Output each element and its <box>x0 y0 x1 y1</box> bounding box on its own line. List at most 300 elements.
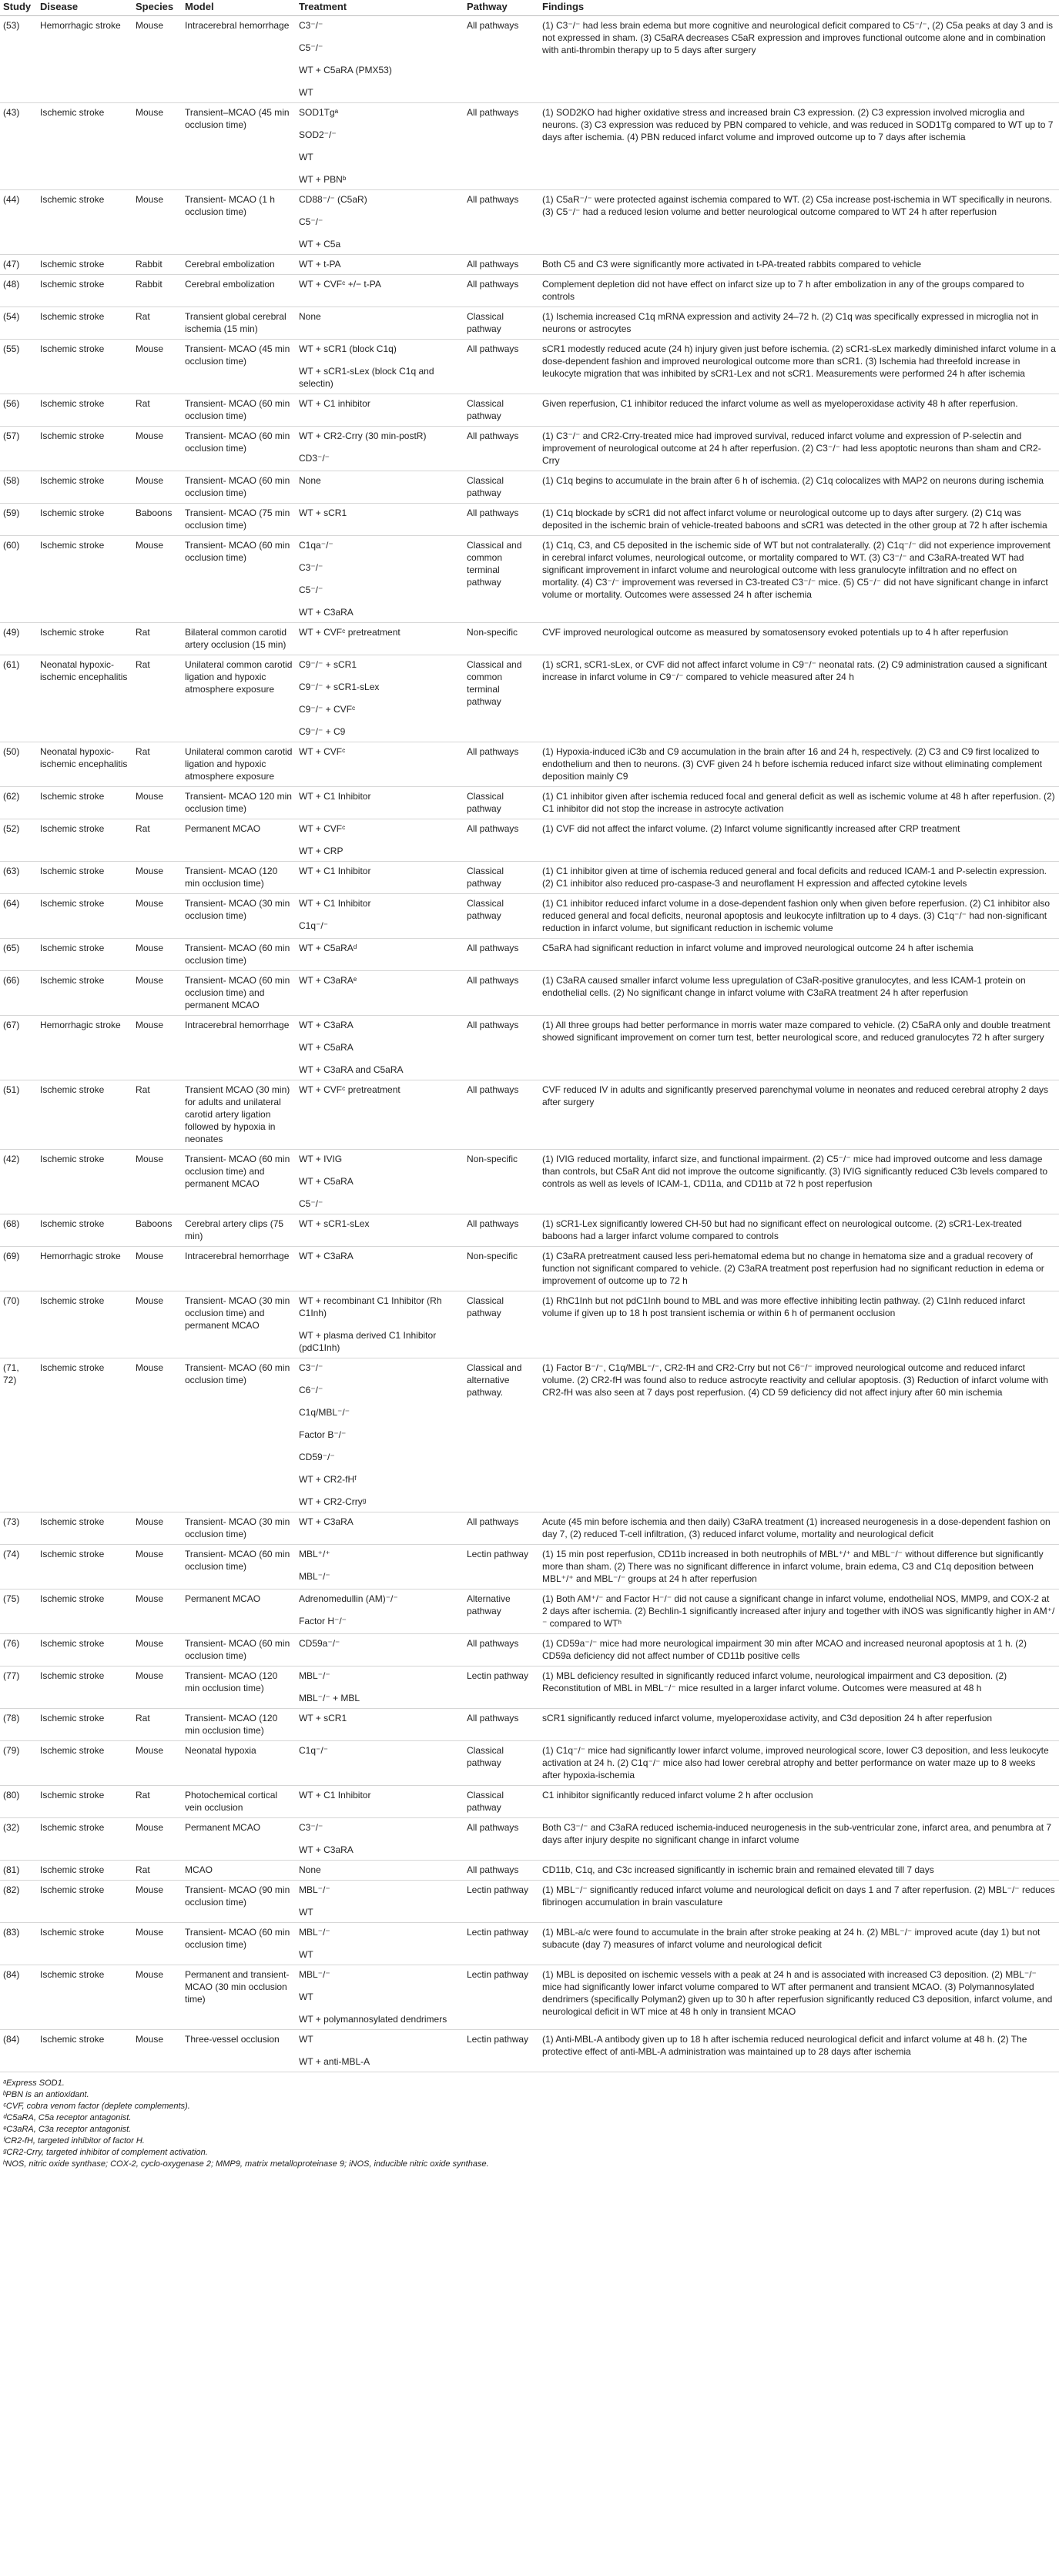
cell-species: Mouse <box>132 1923 182 1965</box>
cell-study[interactable]: (63) <box>0 862 37 894</box>
table-row <box>0 862 1059 894</box>
cell-model: Transient- MCAO (60 min occlusion time) <box>182 1545 296 1589</box>
cell-study[interactable]: (49) <box>0 623 37 655</box>
footnote: ᵈC5aRA, C5a receptor antagonist. <box>3 2113 132 2122</box>
cell-study[interactable]: (60) <box>0 536 37 623</box>
cell-treatment <box>296 1291 464 1358</box>
cell-species: Mouse <box>132 971 182 1016</box>
treatment-item: MBL⁻/⁻ <box>299 1670 330 1681</box>
cell-disease: Ischemic stroke <box>37 1214 132 1247</box>
cell-disease: Ischemic stroke <box>37 1150 132 1214</box>
cell-study[interactable]: (76) <box>0 1634 37 1667</box>
cell-model: Transient- MCAO (30 min occlusion time) <box>182 894 296 939</box>
cell-pathway: Lectin pathway <box>464 1965 539 2030</box>
cell-study[interactable]: (57) <box>0 427 37 471</box>
cell-treatment <box>296 623 464 655</box>
treatment-item: WT + C5aRA (PMX53) <box>299 65 392 75</box>
cell-study[interactable]: (81) <box>0 1861 37 1881</box>
header-findings: Findings <box>539 0 1059 16</box>
table-row <box>0 1358 1059 1512</box>
table-row <box>0 1247 1059 1291</box>
cell-treatment <box>296 427 464 471</box>
cell-pathway: All pathways <box>464 1818 539 1861</box>
header-treatment: Treatment <box>296 0 464 16</box>
cell-model: Transient- MCAO (60 min occlusion time) and permanent MCAO <box>182 1150 296 1214</box>
cell-species: Mouse <box>132 1881 182 1923</box>
cell-study[interactable]: (50) <box>0 742 37 787</box>
treatment-item: MBL⁻/⁻ <box>299 1884 330 1895</box>
cell-model: Transient- MCAO (60 min occlusion time) <box>182 536 296 623</box>
cell-treatment <box>296 787 464 819</box>
cell-species: Baboons <box>132 1214 182 1247</box>
cell-study[interactable]: (83) <box>0 1923 37 1965</box>
cell-species: Rabbit <box>132 275 182 307</box>
cell-species: Rat <box>132 1080 182 1150</box>
cell-study[interactable]: (52) <box>0 819 37 862</box>
cell-study[interactable]: (44) <box>0 190 37 255</box>
cell-findings: (1) SOD2KO had higher oxidative stress and increased brain C3 expression. (2) C3 expression involved microglia and neurons. (3) C3 expression was reduced by PBN compared to vehicle, and was reduced in SOD1Tg compared to WT up to 7 days after ischemia. (4) PBN reduced infarct volume and improved outcome up to 7 days after ischemia <box>539 103 1059 190</box>
cell-pathway: All pathways <box>464 103 539 190</box>
cell-treatment <box>296 1667 464 1709</box>
table-row <box>0 2030 1059 2072</box>
cell-species: Mouse <box>132 1634 182 1667</box>
table-row <box>0 190 1059 255</box>
treatment-item: C1q⁻/⁻ <box>299 920 329 931</box>
cell-study[interactable]: (84) <box>0 1965 37 2030</box>
treatment-item: SOD1Tgᵃ <box>299 107 339 118</box>
cell-pathway: All pathways <box>464 16 539 103</box>
cell-pathway: Non-specific <box>464 1247 539 1291</box>
cell-study[interactable]: (77) <box>0 1667 37 1709</box>
cell-species: Mouse <box>132 1589 182 1634</box>
table-row <box>0 1150 1059 1214</box>
cell-disease: Ischemic stroke <box>37 340 132 394</box>
treatment-item: WT + sCR1 <box>299 507 347 518</box>
treatment-item: WT <box>299 1949 313 1960</box>
cell-findings: (1) sCR1, sCR1-sLex, or CVF did not affect infarct volume in C9⁻/⁻ neonatal rats. (2) C9 administration caused a significant increase in infarct volume in C9⁻/⁻ compared to vehicle measured after 24 h <box>539 655 1059 742</box>
cell-study[interactable]: (71, 72) <box>0 1358 37 1512</box>
cell-disease: Hemorrhagic stroke <box>37 1016 132 1080</box>
cell-study[interactable]: (59) <box>0 504 37 536</box>
treatment-item: WT <box>299 152 313 162</box>
treatment-item: WT + C5aRA <box>299 1176 354 1187</box>
treatment-item: MBL⁺/⁺ <box>299 1549 330 1559</box>
cell-treatment <box>296 275 464 307</box>
cell-species: Mouse <box>132 1247 182 1291</box>
cell-treatment <box>296 536 464 623</box>
treatment-item: WT + C3aRA <box>299 607 354 618</box>
cell-pathway: Classical pathway <box>464 1741 539 1786</box>
cell-findings: Given reperfusion, C1 inhibitor reduced the infarct volume as well as myeloperoxidase activity 48 h after reperfusion. <box>539 394 1059 427</box>
cell-study[interactable]: (32) <box>0 1818 37 1861</box>
table-row <box>0 1589 1059 1634</box>
cell-model: Transient- MCAO (60 min occlusion time) <box>182 1923 296 1965</box>
cell-findings: (1) MBL-a/c were found to accumulate in the brain after stroke peaking at 24 h. (2) MBL⁻/⁻ improved acute (day 1) but not subacute (day 7) measures of infarct volume and neurological deficit <box>539 1923 1059 1965</box>
cell-model: Intracerebral hemorrhage <box>182 1247 296 1291</box>
treatment-item: WT + C1 Inhibitor <box>299 791 371 802</box>
treatment-item: C5⁻/⁻ <box>299 1198 323 1209</box>
treatment-item: C1q/MBL⁻/⁻ <box>299 1407 350 1418</box>
cell-study[interactable]: (68) <box>0 1214 37 1247</box>
cell-findings: (1) 15 min post reperfusion, CD11b increased in both neutrophils of MBL⁺/⁺ and MBL⁻/⁻ without difference but significantly more than sham. (2) There was no significant difference in infarct volume, brain edema, C3 and C1q deposition between MBL⁺/⁺ and MBL⁻/⁻ groups at 24 h after reperfusion <box>539 1545 1059 1589</box>
cell-species: Mouse <box>132 103 182 190</box>
cell-study[interactable]: (62) <box>0 787 37 819</box>
cell-model: Cerebral artery clips (75 min) <box>182 1214 296 1247</box>
treatment-item: WT <box>299 2034 313 2045</box>
cell-species: Mouse <box>132 340 182 394</box>
cell-findings: (1) Anti-MBL-A antibody given up to 18 h after ischemia reduced neurological deficit and infarct volume at 48 h. (2) The protective effect of anti-MBL-A administration was maintained up to 28 days after ischemia <box>539 2030 1059 2072</box>
footnote: ᵇPBN is an antioxidant. <box>3 2090 89 2099</box>
cell-disease: Ischemic stroke <box>37 787 132 819</box>
cell-study[interactable]: (56) <box>0 394 37 427</box>
cell-disease: Ischemic stroke <box>37 819 132 862</box>
cell-treatment <box>296 504 464 536</box>
cell-disease: Ischemic stroke <box>37 536 132 623</box>
cell-pathway: Alternative pathway <box>464 1589 539 1634</box>
table-row <box>0 1667 1059 1709</box>
cell-findings: (1) Hypoxia-induced iC3b and C9 accumulation in the brain after 16 and 24 h, respectively. (2) C3 and C9 first localized to endothelium and then to neurons. (3) CVF given 24 h before ischemia reduced infarct size without eliminating complement deposition mainly C9 <box>539 742 1059 787</box>
table-row <box>0 894 1059 939</box>
cell-species: Mouse <box>132 939 182 971</box>
cell-disease: Ischemic stroke <box>37 1291 132 1358</box>
header-study: Study <box>0 0 37 16</box>
cell-findings: (1) All three groups had better performance in morris water maze compared to vehicle. (2) C5aRA only and double treatment showed significant improvement on corner turn test, better neurological score, and reduced granulocytes 72 h after surgery <box>539 1016 1059 1080</box>
table-header-row <box>0 0 1059 16</box>
cell-species: Rat <box>132 742 182 787</box>
cell-findings: Complement depletion did not have effect on infarct size up to 7 h after embolization in any of the groups compared to controls <box>539 275 1059 307</box>
cell-pathway: All pathways <box>464 190 539 255</box>
cell-disease: Ischemic stroke <box>37 275 132 307</box>
table-row <box>0 742 1059 787</box>
treatment-item: WT + sCR1 <box>299 1713 347 1723</box>
cell-findings: (1) Factor B⁻/⁻, C1q/MBL⁻/⁻, CR2-fH and CR2-Crry but not C6⁻/⁻ improved neurological outcome and reduced infarct volume. (2) CR2-fH was found also to reduce astrocyte reactivity and cellular apoptosis. (3) Reduction of infarct volume with CR2-fH was also seen at 7 days post reperfusion. (4) CD 59 deficiency did not affect injury after 60 min ischemia <box>539 1358 1059 1512</box>
cell-disease: Hemorrhagic stroke <box>37 16 132 103</box>
cell-species: Rat <box>132 394 182 427</box>
treatment-item: WT + sCR1-sLex (block C1q and selectin) <box>299 366 434 389</box>
cell-pathway: Classical pathway <box>464 787 539 819</box>
treatment-item: CD88⁻/⁻ (C5aR) <box>299 194 367 205</box>
cell-treatment <box>296 1512 464 1545</box>
cell-pathway: All pathways <box>464 340 539 394</box>
treatment-item: WT + C3aRA <box>299 1516 354 1527</box>
cell-treatment <box>296 1247 464 1291</box>
header-pathway: Pathway <box>464 0 539 16</box>
cell-pathway: All pathways <box>464 742 539 787</box>
cell-study[interactable]: (74) <box>0 1545 37 1589</box>
treatment-item: None <box>299 311 321 322</box>
cell-findings: CVF reduced IV in adults and significantly preserved parenchymal volume in neonates and reduced cerebral atrophy 2 days after surgery <box>539 1080 1059 1150</box>
table-row <box>0 307 1059 340</box>
cell-disease: Ischemic stroke <box>37 307 132 340</box>
table-row <box>0 536 1059 623</box>
header-disease: Disease <box>37 0 132 16</box>
cell-disease: Ischemic stroke <box>37 1545 132 1589</box>
table-row <box>0 275 1059 307</box>
footnote: ʰNOS, nitric oxide synthase; COX-2, cyclo-oxygenase 2; MMP9, matrix metalloproteinase 9; iNOS, inducible nitric oxide synthase. <box>3 2159 489 2169</box>
cell-model: Transient- MCAO (120 min occlusion time) <box>182 862 296 894</box>
cell-study[interactable]: (65) <box>0 939 37 971</box>
cell-study[interactable]: (66) <box>0 971 37 1016</box>
cell-pathway: Classical pathway <box>464 394 539 427</box>
cell-species: Rat <box>132 655 182 742</box>
cell-model: Photochemical cortical vein occlusion <box>182 1786 296 1818</box>
cell-disease: Ischemic stroke <box>37 190 132 255</box>
cell-model: Bilateral common carotid artery occlusion (15 min) <box>182 623 296 655</box>
cell-disease: Ischemic stroke <box>37 394 132 427</box>
cell-species: Mouse <box>132 1818 182 1861</box>
cell-study[interactable]: (82) <box>0 1881 37 1923</box>
cell-disease: Ischemic stroke <box>37 1634 132 1667</box>
cell-treatment <box>296 1589 464 1634</box>
treatment-item: WT + t-PA <box>299 259 341 270</box>
cell-study[interactable]: (42) <box>0 1150 37 1214</box>
cell-species: Rat <box>132 1861 182 1881</box>
cell-disease: Ischemic stroke <box>37 1741 132 1786</box>
cell-treatment <box>296 1358 464 1512</box>
treatment-item: Factor B⁻/⁻ <box>299 1429 347 1440</box>
cell-study[interactable]: (43) <box>0 103 37 190</box>
cell-findings: (1) MBL deficiency resulted in significantly reduced infarct volume, neurological impairment and C3 deposition. (2) Reconstitution of MBL in MBL⁻/⁻ mice resulted in a larger infarct volume. Outcomes were measured at 48 h <box>539 1667 1059 1709</box>
cell-model: MCAO <box>182 1861 296 1881</box>
treatment-item: WT + IVIG <box>299 1154 343 1164</box>
cell-pathway: Classical pathway <box>464 307 539 340</box>
cell-pathway: Classical pathway <box>464 1786 539 1818</box>
cell-disease: Ischemic stroke <box>37 1881 132 1923</box>
cell-disease: Ischemic stroke <box>37 971 132 1016</box>
treatment-item: Adrenomedullin (AM)⁻/⁻ <box>299 1593 398 1604</box>
cell-study[interactable]: (51) <box>0 1080 37 1150</box>
cell-pathway: Classical pathway <box>464 862 539 894</box>
cell-study[interactable]: (55) <box>0 340 37 394</box>
cell-pathway: Lectin pathway <box>464 1545 539 1589</box>
cell-findings: (1) C1 inhibitor reduced infarct volume in a dose-dependent fashion only when given before reperfusion. (2) C1 inhibitor also reduced general and focal deficits, neuronal apoptosis and leukocyte infiltration up to 4 days. (3) C1q⁻/⁻ had non-significant reduction in infarct volume, but significant reduction in ischemic volume <box>539 894 1059 939</box>
cell-treatment <box>296 819 464 862</box>
cell-treatment <box>296 1818 464 1861</box>
cell-study[interactable]: (79) <box>0 1741 37 1786</box>
table-row <box>0 1545 1059 1589</box>
cell-disease: Ischemic stroke <box>37 623 132 655</box>
cell-treatment <box>296 255 464 275</box>
cell-disease: Ischemic stroke <box>37 894 132 939</box>
treatment-item: WT + CVFᶜ <box>299 746 346 757</box>
cell-findings: (1) C1q⁻/⁻ mice had significantly lower infarct volume, improved neurological score, lower C3 deposition, and less leukocyte activation at 24 h. (2) C1q⁻/⁻ mice also had lower cerebral atrophy and better performance on water maze up to 8 weeks after hypoxia-ischemia <box>539 1741 1059 1786</box>
treatment-item: WT + plasma derived C1 Inhibitor (pdC1Inh) <box>299 1330 437 1353</box>
cell-model: Transient MCAO (30 min) for adults and unilateral carotid artery ligation followed by hypoxia in neonates <box>182 1080 296 1150</box>
cell-findings: (1) CVF did not affect the infarct volume. (2) Infarct volume significantly increased after CRP treatment <box>539 819 1059 862</box>
cell-treatment <box>296 1786 464 1818</box>
cell-disease: Ischemic stroke <box>37 504 132 536</box>
treatment-item: WT + C1 inhibitor <box>299 398 370 409</box>
cell-pathway: Classical pathway <box>464 894 539 939</box>
treatment-item: C3⁻/⁻ <box>299 1362 323 1373</box>
cell-findings: Both C3⁻/⁻ and C3aRA reduced ischemia-induced neurogenesis in the sub-ventricular zone, infarct area, and penumbra at 7 days after injury despite no significant change in infarct volume <box>539 1818 1059 1861</box>
cell-study[interactable]: (67) <box>0 1016 37 1080</box>
cell-model: Transient–MCAO (45 min occlusion time) <box>182 103 296 190</box>
cell-species: Baboons <box>132 504 182 536</box>
cell-study[interactable]: (53) <box>0 16 37 103</box>
cell-findings: (1) C1q blockade by sCR1 did not affect infarct volume or neurological outcome up to days after surgery. (2) C1q was deposited in the ischemic brain of vehicle-treated baboons and sCR1 was detected in the other group at 72 h after ischemia <box>539 504 1059 536</box>
cell-disease: Ischemic stroke <box>37 1923 132 1965</box>
cell-model: Transient- MCAO 120 min occlusion time) <box>182 787 296 819</box>
table-row <box>0 819 1059 862</box>
cell-species: Mouse <box>132 1358 182 1512</box>
table-row <box>0 1861 1059 1881</box>
cell-findings: (1) C3aRA pretreatment caused less peri-hematomal edema but no change in hematoma size and a gradual recovery of function not significant compared to vehicle. (2) C3aRA treatment post reperfusion had no significant reduction in edema or improvement of outcome up to 72 h <box>539 1247 1059 1291</box>
cell-study[interactable]: (47) <box>0 255 37 275</box>
cell-species: Mouse <box>132 427 182 471</box>
cell-model: Transient- MCAO (75 min occlusion time) <box>182 504 296 536</box>
cell-model: Transient- MCAO (60 min occlusion time) and permanent MCAO <box>182 971 296 1016</box>
cell-disease: Ischemic stroke <box>37 1667 132 1709</box>
cell-findings: (1) MBL is deposited on ischemic vessels with a peak at 24 h and is associated with increased C3 deposition. (2) MBL⁻/⁻ mice had significantly lower infarct volume compared to WT after permanent and transient MCAO. (3) Polymannosylated dendrimers (specifically Polyman2) given up to 30 h after reperfusion significantly reduced C3 deposition, infarct volume, and neurological deficit in WT mice at 48 h only in transient MCAO <box>539 1965 1059 2030</box>
cell-study[interactable]: (78) <box>0 1709 37 1741</box>
cell-species: Rat <box>132 307 182 340</box>
cell-pathway: Lectin pathway <box>464 1667 539 1709</box>
cell-pathway: Classical and common terminal pathway <box>464 536 539 623</box>
treatment-item: WT + CRP <box>299 846 344 856</box>
cell-species: Mouse <box>132 1741 182 1786</box>
cell-disease: Ischemic stroke <box>37 1861 132 1881</box>
cell-treatment <box>296 103 464 190</box>
cell-species: Mouse <box>132 2030 182 2072</box>
cell-findings: (1) C1 inhibitor given after ischemia reduced focal and general deficit as well as ischemic volume at 48 h after reperfusion. (2) C1 inhibitor did not stop the increase in astrocyte activation <box>539 787 1059 819</box>
treatment-item: WT + C1 Inhibitor <box>299 898 371 909</box>
treatment-item: SOD2⁻/⁻ <box>299 129 337 140</box>
cell-findings: (1) Both AM⁺/⁻ and Factor H⁻/⁻ did not cause a significant change in infarct volume, endothelial NOS, MMP9, and COX-2 at 2 days after ischemia. (2) Bechlin-1 significantly increased after injury and together with iNOS was significantly higher in AM⁺/⁻ compared to WTʰ <box>539 1589 1059 1634</box>
treatment-item: C5⁻/⁻ <box>299 216 323 227</box>
treatment-item: WT <box>299 87 313 98</box>
cell-model: Transient- MCAO (60 min occlusion time) <box>182 939 296 971</box>
cell-pathway: Classical pathway <box>464 1291 539 1358</box>
cell-model: Cerebral embolization <box>182 255 296 275</box>
cell-pathway: Non-specific <box>464 1150 539 1214</box>
footnote: ᶜCVF, cobra venom factor (deplete complements). <box>3 2102 190 2111</box>
cell-study[interactable]: (58) <box>0 471 37 504</box>
table-row <box>0 1786 1059 1818</box>
treatment-item: MBL⁻/⁻ <box>299 1571 330 1582</box>
treatment-item: MBL⁻/⁻ <box>299 1969 330 1980</box>
cell-model: Three-vessel occlusion <box>182 2030 296 2072</box>
table-footnotes <box>0 2072 1059 2170</box>
cell-findings: (1) C1 inhibitor given at time of ischemia reduced general and focal deficits and reduced ICAM-1 and P-selectin expression. (2) C1 inhibitor also reduced pro-caspase-3 and neuroflament H expression and affected cytokine levels <box>539 862 1059 894</box>
cell-study[interactable]: (80) <box>0 1786 37 1818</box>
cell-study[interactable]: (54) <box>0 307 37 340</box>
cell-pathway: All pathways <box>464 504 539 536</box>
treatment-item: None <box>299 475 321 486</box>
cell-disease: Neonatal hypoxic-ischemic encephalitis <box>37 742 132 787</box>
cell-model: Transient- MCAO (60 min occlusion time) <box>182 394 296 427</box>
cell-model: Transient- MCAO (30 min occlusion time) and permanent MCAO <box>182 1291 296 1358</box>
treatment-item: C3⁻/⁻ <box>299 562 323 573</box>
cell-treatment <box>296 1741 464 1786</box>
treatment-item: WT + C5a <box>299 239 341 250</box>
cell-study[interactable]: (70) <box>0 1291 37 1358</box>
cell-species: Mouse <box>132 1545 182 1589</box>
cell-findings: C5aRA had significant reduction in infarct volume and improved neurological outcome 24 h after ischemia <box>539 939 1059 971</box>
table-row <box>0 1818 1059 1861</box>
cell-study[interactable]: (84) <box>0 2030 37 2072</box>
cell-model: Unilateral common carotid ligation and hypoxic atmosphere exposure <box>182 742 296 787</box>
table-row <box>0 1512 1059 1545</box>
cell-disease: Ischemic stroke <box>37 1358 132 1512</box>
table-row <box>0 939 1059 971</box>
treatment-item: WT + CVFᶜ +/− t-PA <box>299 279 381 290</box>
treatment-item: WT + C5aRAᵈ <box>299 943 357 953</box>
cell-findings: (1) C3⁻/⁻ and CR2-Crry-treated mice had improved survival, reduced infarct volume and expression of P-selectin and improvement of neurological outcome at 24 h after reperfusion. (2) C3⁻/⁻ had less apoptotic neurons than sham and CR2-Crry <box>539 427 1059 471</box>
cell-findings: CD11b, C1q, and C3c increased significantly in ischemic brain and remained elevated till 7 days <box>539 1861 1059 1881</box>
cell-study[interactable]: (64) <box>0 894 37 939</box>
cell-species: Mouse <box>132 16 182 103</box>
treatment-item: WT + C3aRAᵉ <box>299 975 357 986</box>
cell-model: Transient- MCAO (30 min occlusion time) <box>182 1512 296 1545</box>
cell-disease: Ischemic stroke <box>37 939 132 971</box>
treatment-item: WT + CR2-fHᶠ <box>299 1474 357 1485</box>
treatment-item: WT <box>299 1991 313 2002</box>
cell-model: Transient- MCAO (120 min occlusion time) <box>182 1667 296 1709</box>
cell-findings: Both C5 and C3 were significantly more activated in t-PA-treated rabbits compared to vehicle <box>539 255 1059 275</box>
treatment-item: CD59⁻/⁻ <box>299 1452 335 1462</box>
treatment-item: WT + C1 Inhibitor <box>299 866 371 876</box>
cell-disease: Ischemic stroke <box>37 1589 132 1634</box>
cell-pathway: All pathways <box>464 275 539 307</box>
cell-pathway: All pathways <box>464 939 539 971</box>
cell-study[interactable]: (69) <box>0 1247 37 1291</box>
cell-findings: (1) Ischemia increased C1q mRNA expression and activity 24–72 h. (2) C1q was specifically expressed in microglia not in neurons or astrocytes <box>539 307 1059 340</box>
cell-study[interactable]: (75) <box>0 1589 37 1634</box>
cell-species: Mouse <box>132 190 182 255</box>
cell-species: Mouse <box>132 1512 182 1545</box>
treatment-item: C9⁻/⁻ + CVFᶜ <box>299 704 356 715</box>
footnote: ᵃExpress SOD1. <box>3 2079 65 2088</box>
cell-findings: (1) C3⁻/⁻ had less brain edema but more cognitive and neurological deficit compared to C5⁻/⁻, (2) C5a peaks at day 3 and is not expressed in sham. (3) C5aRA decreases C5aR expression and improves functional outcome alone and in combination with anti-thrombin therapy up to 5 days after surgery <box>539 16 1059 103</box>
cell-study[interactable]: (48) <box>0 275 37 307</box>
cell-disease: Ischemic stroke <box>37 103 132 190</box>
table-row <box>0 1016 1059 1080</box>
cell-model: Cerebral embolization <box>182 275 296 307</box>
cell-treatment <box>296 340 464 394</box>
cell-findings: (1) IVIG reduced mortality, infarct size, and functional impairment. (2) C5⁻/⁻ mice had improved outcome and less damage than controls, but C5aR Ant did not improve the outcome significantly. (3) IVIG significantly reduced C3b levels compared to controls as well as levels of ICAM-1, CD11a, and CD11b at 72 h post reperfusion <box>539 1150 1059 1214</box>
cell-model: Transient- MCAO (60 min occlusion time) <box>182 427 296 471</box>
cell-model: Unilateral common carotid ligation and hypoxic atmosphere exposure <box>182 655 296 742</box>
cell-study[interactable]: (61) <box>0 655 37 742</box>
table-row <box>0 255 1059 275</box>
cell-treatment <box>296 1214 464 1247</box>
treatment-item: C3⁻/⁻ <box>299 20 323 31</box>
cell-model: Transient- MCAO (1 h occlusion time) <box>182 190 296 255</box>
treatment-item: WT + polymannosylated dendrimers <box>299 2014 447 2025</box>
cell-pathway: All pathways <box>464 1861 539 1881</box>
treatment-item: None <box>299 1864 321 1875</box>
table-row <box>0 340 1059 394</box>
cell-pathway: All pathways <box>464 1634 539 1667</box>
cell-model: Transient- MCAO (60 min occlusion time) <box>182 1634 296 1667</box>
cell-findings: (1) CD59a⁻/⁻ mice had more neurological impairment 30 min after MCAO and increased neuronal apoptosis at 1 h. (2) CD59a deficiency did not affect number of CD11b positive cells <box>539 1634 1059 1667</box>
table-row <box>0 1923 1059 1965</box>
cell-treatment <box>296 2030 464 2072</box>
cell-model: Intracerebral hemorrhage <box>182 16 296 103</box>
treatment-item: WT + C3aRA <box>299 1251 354 1261</box>
cell-species: Rat <box>132 1709 182 1741</box>
cell-species: Mouse <box>132 1150 182 1214</box>
cell-disease: Neonatal hypoxic-ischemic encephalitis <box>37 655 132 742</box>
cell-treatment <box>296 1016 464 1080</box>
table-row <box>0 394 1059 427</box>
table-row <box>0 1741 1059 1786</box>
cell-treatment <box>296 1080 464 1150</box>
cell-treatment <box>296 862 464 894</box>
cell-study[interactable]: (73) <box>0 1512 37 1545</box>
table-row <box>0 971 1059 1016</box>
